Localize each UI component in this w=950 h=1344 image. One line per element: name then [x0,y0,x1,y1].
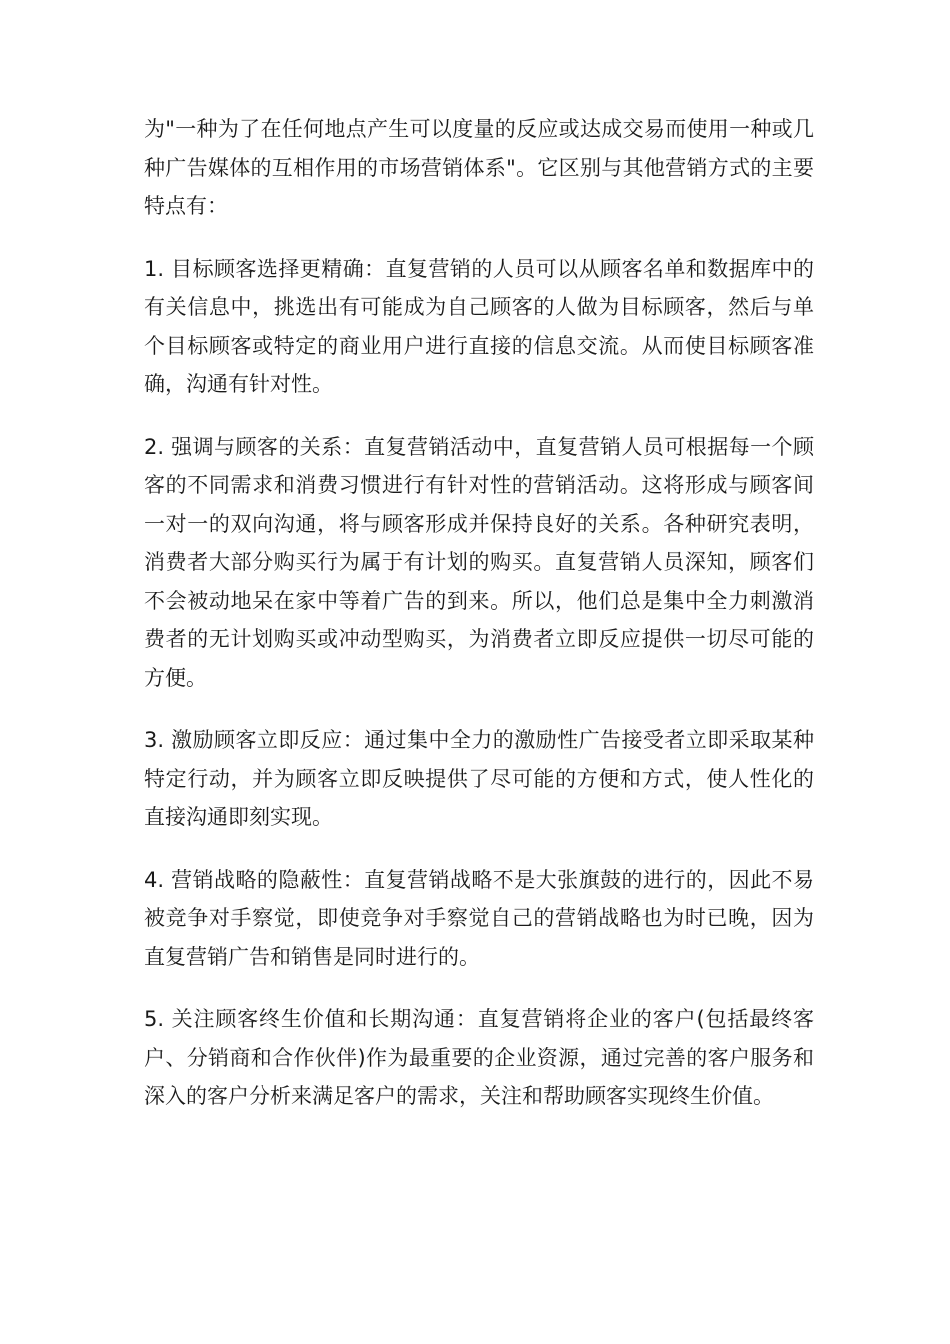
point-3-paragraph: 3. 激励顾客立即反应：通过集中全力的激励性广告接受者立即采取某种特定行动，并为顾客立即反映提供了尽可能的方便和方式，使人性化的直接沟通即刻实现。 [144,728,814,829]
point-1-paragraph: 1. 目标顾客选择更精确：直复营销的人员可以从顾客名单和数据库中的有关信息中，挑选出有可能成为自己顾客的人做为目标顾客，然后与单个目标顾客或特定的商业用户进行直接的信息交流。从而使目标顾客准确，沟通有针对性。 [144,256,814,396]
intro-paragraph: 为"一种为了在任何地点产生可以度量的反应或达成交易而使用一种或几种广告媒体的互相作用的市场营销体系"。它区别与其他营销方式的主要特点有： [144,117,814,218]
document-body [144,110,814,1116]
point-5-paragraph: 5. 关注顾客终生价值和长期沟通：直复营销将企业的客户(包括最终客户、分销商和合作伙伴)作为最重要的企业资源，通过完善的客户服务和深入的客户分析来满足客户的需求，关注和帮助顾客实现终生价值。 [144,1007,814,1108]
point-2-paragraph: 2. 强调与顾客的关系：直复营销活动中，直复营销人员可根据每一个顾客的不同需求和消费习惯进行有针对性的营销活动。这将形成与顾客间一对一的双向沟通，将与顾客形成并保持良好的关系。各种研究表明，消费者大部分购买行为属于有计划的购买。直复营销人员深知，顾客们不会被动地呆在家中等着广告的到来。所以，他们总是集中全力刺激消费者的无计划购买或冲动型购买，为消费者立即反应提供一切尽可能的方便。 [144,434,814,690]
point-4-paragraph: 4. 营销战略的隐蔽性：直复营销战略不是大张旗鼓的进行的，因此不易被竞争对手察觉，即使竞争对手察觉自己的营销战略也为时已晚，因为直复营销广告和销售是同时进行的。 [144,867,814,969]
